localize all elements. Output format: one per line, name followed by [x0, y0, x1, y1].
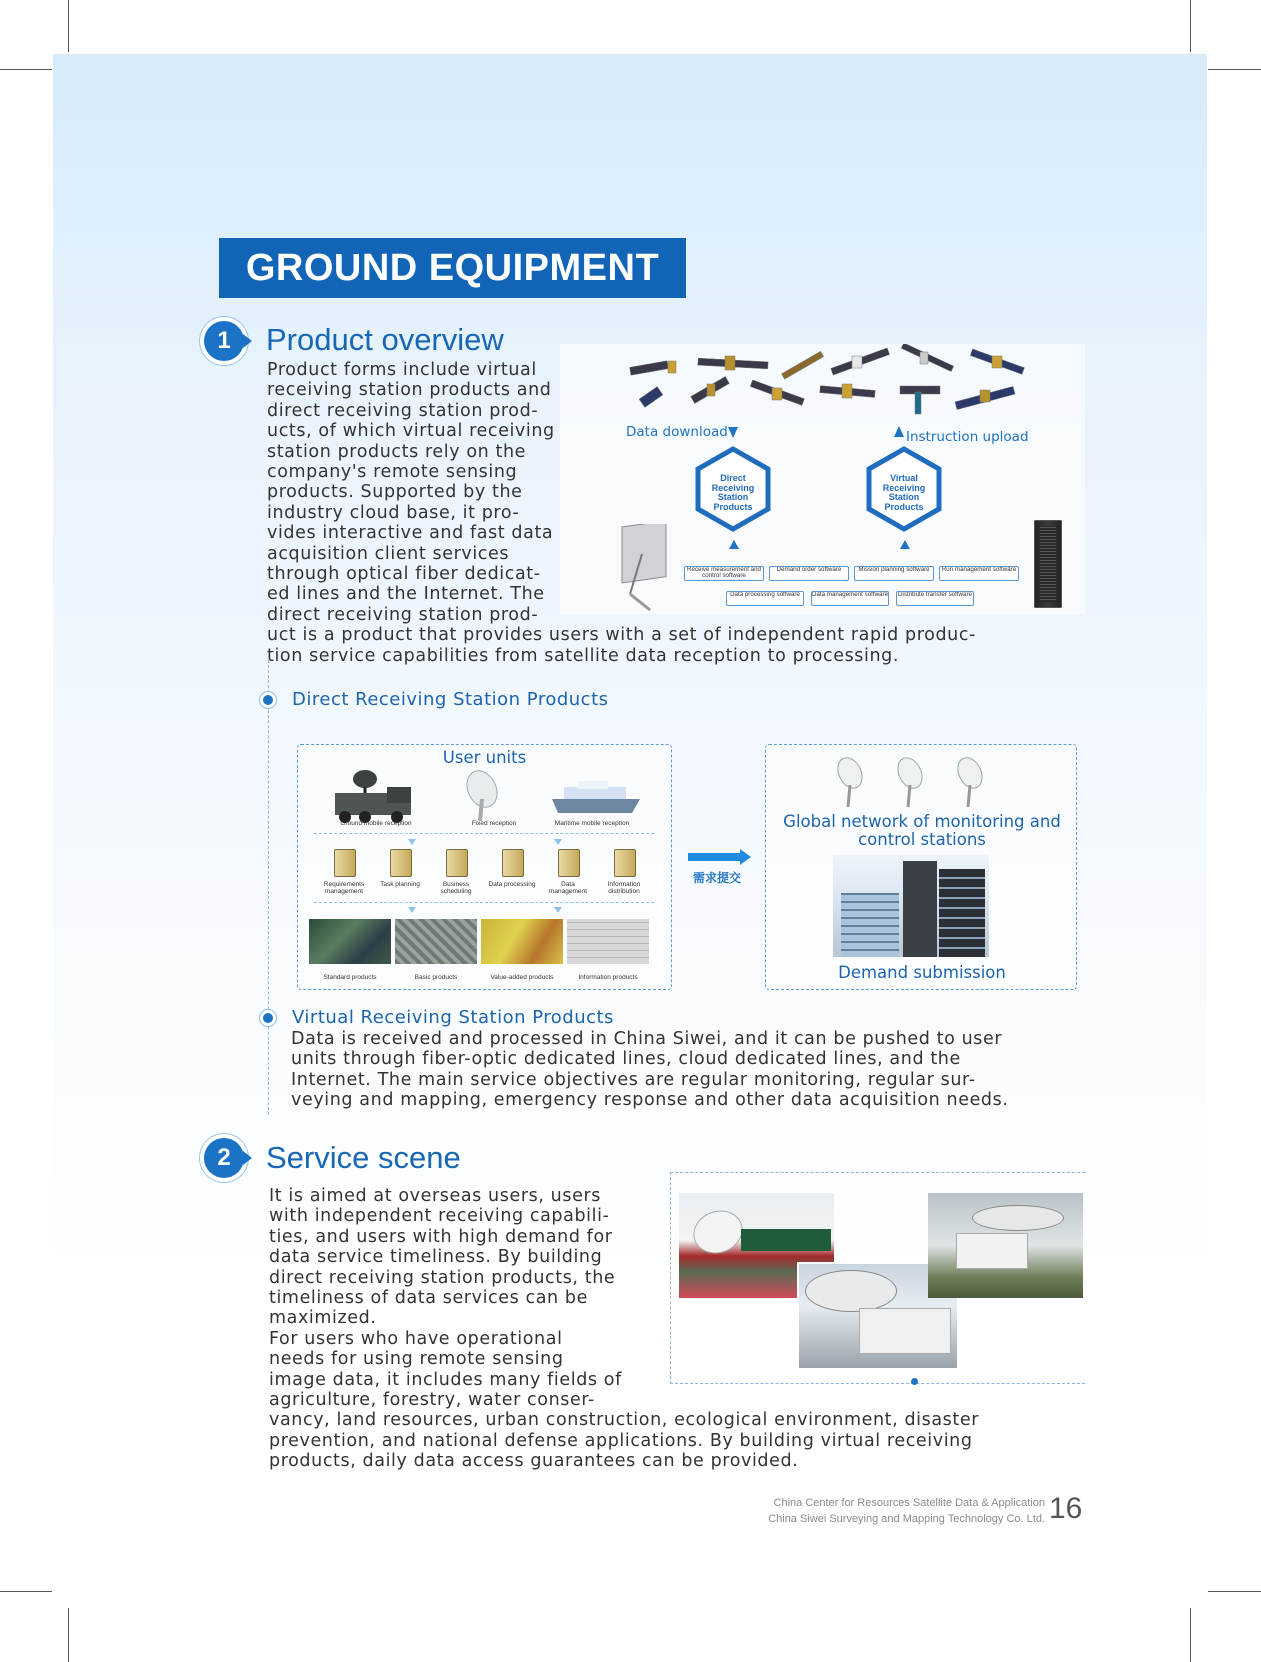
function-label: Task planning	[380, 881, 420, 888]
submit-arrow-head-icon	[740, 849, 751, 865]
caption-label: Value-added products	[490, 974, 554, 981]
crop-mark	[1190, 0, 1191, 52]
paragraph-line: direct receiving station prod-	[267, 604, 539, 625]
paragraph-line: acquisition client services	[267, 543, 510, 564]
paragraph-line: timeliness of data services can be	[269, 1288, 588, 1308]
paragraph-line: company's remote sensing	[267, 462, 518, 482]
paragraph-line: prevention, and national defense applications. By building virtual receiving	[269, 1430, 973, 1451]
page-title: GROUND EQUIPMENT	[219, 238, 686, 298]
satellites-icon	[560, 344, 1085, 424]
arrow-down-icon	[408, 907, 416, 913]
crop-mark	[0, 69, 52, 70]
section-heading: Product overview	[266, 322, 504, 357]
paragraph-line: tion service capabilities from satellite data reception to processing.	[267, 645, 900, 666]
instruction-upload-label: Instruction upload	[906, 429, 1029, 445]
paragraph-line: data service timeliness. By building	[269, 1247, 603, 1268]
basic-product-image	[395, 919, 477, 964]
subsection-heading: Virtual Receiving Station Products	[292, 1007, 614, 1028]
server-icon	[558, 849, 580, 877]
software-box: Receive measurement and control software	[684, 566, 764, 581]
down-arrow-icon	[728, 427, 738, 438]
footer-line-2: China Siwei Surveying and Mapping Technology Co. Ltd.	[768, 1513, 1045, 1525]
server-icon	[334, 849, 356, 877]
function-label: Business scheduling	[440, 881, 472, 895]
crop-mark	[0, 1591, 52, 1592]
paragraph-line: Internet. The main service objectives are regular monitoring, regular sur-	[291, 1069, 976, 1090]
paragraph-line: station products rely on the	[267, 441, 527, 462]
paragraph-line: veying and mapping, emergency response and other data acquisition needs.	[291, 1090, 1009, 1111]
divider	[314, 902, 654, 903]
section-number-badge: 2	[204, 1138, 244, 1178]
ship-icon	[550, 779, 646, 819]
crop-mark	[68, 1608, 69, 1662]
software-box: Run management software	[939, 566, 1019, 581]
paragraph-line: ed lines and the Internet. The	[267, 584, 545, 605]
crop-mark	[1208, 69, 1261, 70]
crop-mark	[1190, 1608, 1191, 1662]
caption-label: Fixed reception	[471, 820, 517, 827]
data-download-label: Data download	[626, 424, 728, 440]
function-label: Requirements management	[323, 881, 365, 895]
crop-mark	[68, 0, 69, 52]
section-heading: Service scene	[266, 1140, 461, 1175]
bullet-dot-icon	[263, 695, 273, 705]
user-units-panel	[297, 744, 672, 990]
paragraph-line: direct receiving station products, the	[269, 1267, 616, 1288]
function-label: Data processing	[488, 881, 536, 888]
paragraph-line: For users who have operational	[269, 1328, 563, 1349]
paragraph-line: maximized.	[269, 1308, 377, 1329]
page-number: 16	[1049, 1492, 1083, 1525]
software-box: Distribute transfer software	[896, 591, 974, 606]
divider	[314, 833, 654, 834]
up-arrow-icon	[729, 540, 739, 549]
arrow-down-icon	[554, 839, 562, 845]
paragraph-line: with independent receiving capabili-	[269, 1206, 610, 1227]
badge-arrow-icon	[243, 1151, 252, 1165]
paragraph-line: Product forms include virtual	[267, 360, 537, 380]
paragraph-line: through optical fiber dedicat-	[267, 564, 541, 584]
hexagon-direct-label: Direct Receiving Station Products	[711, 473, 755, 512]
server-icon	[502, 849, 524, 877]
paragraph-line: receiving station products and	[267, 380, 552, 401]
function-label: Data management	[549, 881, 587, 895]
paragraph-line: uct is a product that provides users with a set of independent rapid produc-	[267, 625, 977, 646]
demand-submission-label: Demand submission	[838, 963, 1006, 982]
mobile-truck-icon	[331, 769, 421, 825]
building-image	[833, 855, 989, 957]
footer-organizations	[700, 1495, 1045, 1527]
arrow-down-icon	[408, 839, 416, 845]
software-box: Data management software	[811, 591, 889, 606]
paragraph-line: products. Supported by the	[267, 482, 523, 503]
server-icon	[614, 849, 636, 877]
server-icon	[390, 849, 412, 877]
caption-label: Maritime mobile reception	[554, 820, 630, 827]
bullet-dot-icon	[263, 1013, 273, 1023]
satellite-diagram	[560, 344, 1085, 614]
software-box: Mission planning software	[854, 566, 934, 581]
subsection-heading: Direct Receiving Station Products	[292, 689, 609, 710]
paragraph-line: ucts, of which virtual receiving	[267, 421, 555, 442]
global-network-label: Global network of monitoring and control stations	[783, 812, 1061, 849]
carousel-dot-icon	[911, 1378, 918, 1385]
paragraph-line: vancy, land resources, urban construction, ecological environment, disaster	[269, 1410, 980, 1431]
function-label: Information distribution	[607, 881, 641, 895]
submit-arrow-label: 需求提交	[693, 871, 742, 885]
submit-arrow-icon	[688, 853, 740, 861]
footer-line-1: China Center for Resources Satellite Data & Application	[773, 1497, 1045, 1509]
paragraph-line: direct receiving station prod-	[267, 400, 539, 421]
paragraph-line: ties, and users with high demand for	[269, 1226, 613, 1247]
server-rack-icon	[1034, 520, 1062, 608]
software-box: Demand order software	[769, 566, 849, 581]
up-arrow-icon	[900, 540, 910, 549]
paragraph-line: agriculture, forestry, water conser-	[269, 1390, 595, 1410]
timeline-line	[268, 655, 269, 1115]
fixed-dish-icon	[458, 769, 508, 825]
dish-antennas-icon	[826, 755, 1016, 815]
value-added-product-image	[481, 919, 563, 964]
paragraph-line: needs for using remote sensing	[269, 1349, 564, 1370]
monitoring-panel	[765, 744, 1077, 990]
paragraph-line: products, daily data access guarantees can be provided.	[269, 1451, 799, 1472]
paragraph-line: It is aimed at overseas users, users	[269, 1186, 601, 1206]
caption-label: Ground mobile reception	[340, 820, 412, 827]
user-units-title: User units	[442, 748, 527, 767]
crop-mark	[1208, 1591, 1261, 1592]
standard-product-image	[309, 919, 391, 964]
section-number-badge: 1	[204, 321, 244, 361]
caption-label: Information products	[578, 974, 638, 981]
paragraph-line: vides interactive and fast data	[267, 523, 554, 544]
paragraph-line: industry cloud base, it pro-	[267, 502, 520, 523]
arrow-down-icon	[554, 907, 562, 913]
badge-arrow-icon	[243, 334, 252, 348]
paragraph-line: units through fiber-optic dedicated lines, cloud dedicated lines, and the	[291, 1049, 961, 1070]
station-field-photo	[928, 1193, 1083, 1298]
information-product-image	[567, 919, 649, 964]
paragraph-line: Data is received and processed in China Siwei, and it can be pushed to user	[291, 1029, 1003, 1049]
up-arrow-icon	[894, 426, 904, 437]
caption-label: Standard products	[323, 974, 377, 981]
paragraph-line: image data, it includes many fields of	[269, 1369, 622, 1390]
software-box: Data processing software	[726, 591, 804, 606]
hexagon-virtual-label: Virtual Receiving Station Products	[882, 473, 926, 512]
dish-antenna-icon	[600, 524, 680, 614]
caption-label: Basic products	[414, 974, 458, 981]
server-icon	[446, 849, 468, 877]
